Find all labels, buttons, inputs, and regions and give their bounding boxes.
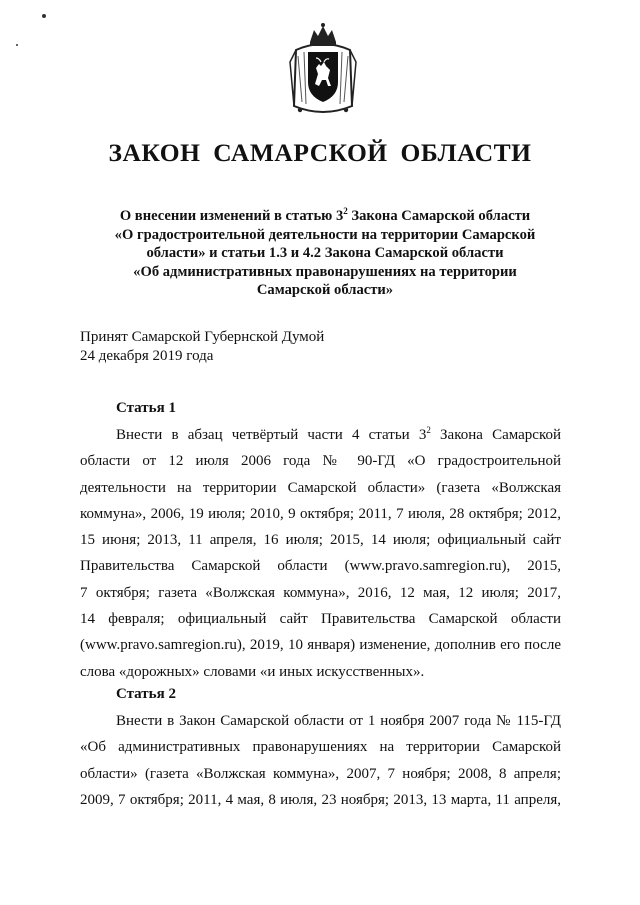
article-1-line: коммуна», 2006, 19 июля; 2010, 9 октября; 2011, 7 июля, 28 октября; 2012, [80, 505, 561, 522]
article-1-title: Статья 1 [116, 400, 176, 416]
article-1-line: 14 февраля; официальный сайт Правительства Самарской области [80, 611, 561, 628]
article-1-line: 7 октября; газета «Волжская коммуна», 2016, 12 мая, 12 июля; 2017, [80, 584, 561, 601]
article-2-line: области» (газета «Волжская коммуна», 2007, 7 ноября; 2008, 8 апреля; [80, 765, 561, 782]
adoption-info [80, 328, 324, 365]
article-1-line: Внести в абзац четвёртый части 4 статьи $3^2$ Закона Самарской [116, 425, 561, 443]
subject-line: «Об административных правонарушениях на территории [133, 263, 517, 280]
subject-line: О внесении изменений в статью $3^2$ Закона Самарской области [119, 206, 531, 224]
scan-speck [16, 44, 18, 46]
article-2-line: «Об административных правонарушениях на территории Самарской [80, 739, 561, 756]
article-1-line: области от 12 июля 2006 года № 90-ГД «О градостроительной [80, 453, 561, 470]
adopted-by: Принят Самарской Губернской Думой [80, 329, 325, 345]
samara-coat-of-arms-icon [288, 22, 358, 118]
law-title: ЗАКОН САМАРСКОЙ ОБЛАСТИ [108, 138, 532, 167]
subject-line: Самарской области» [256, 282, 394, 298]
article-2-line: 2009, 7 октября; 2011, 4 мая, 8 июля, 23 ноября; 2013, 13 марта, 11 апреля, [80, 791, 561, 808]
article-2-line: Внести в Закон Самарской области от 1 ноября 2007 года № 115-ГД [116, 713, 561, 729]
article-1-body [80, 422, 561, 685]
article-1-line: Правительства Самарской области (www.pravo.samregion.ru), 2015, [80, 558, 561, 575]
scan-speck [42, 14, 46, 18]
article-1-line: (www.pravo.samregion.ru), 2019, 10 января) изменение, дополнив его после [80, 637, 561, 654]
article-2-title: Статья 2 [116, 686, 176, 702]
adopted-date: 24 декабря 2019 года [80, 347, 214, 364]
subject-line: «О градостроительной деятельности на территории Самарской [114, 226, 536, 243]
article-1-line: 15 июня; 2013, 11 апреля, 16 июля; 2015, 14 июля; официальный сайт [80, 532, 561, 549]
article-1-line: деятельности на территории Самарской области» (газета «Волжская [80, 479, 561, 496]
article-2-body [80, 708, 561, 813]
article-1-line: слова «дорожных» словами «и иных искусственных». [80, 663, 425, 680]
law-subject [80, 207, 570, 300]
subject-line: области» и статьи 1.3 и 4.2 Закона Самарской области [146, 245, 504, 261]
